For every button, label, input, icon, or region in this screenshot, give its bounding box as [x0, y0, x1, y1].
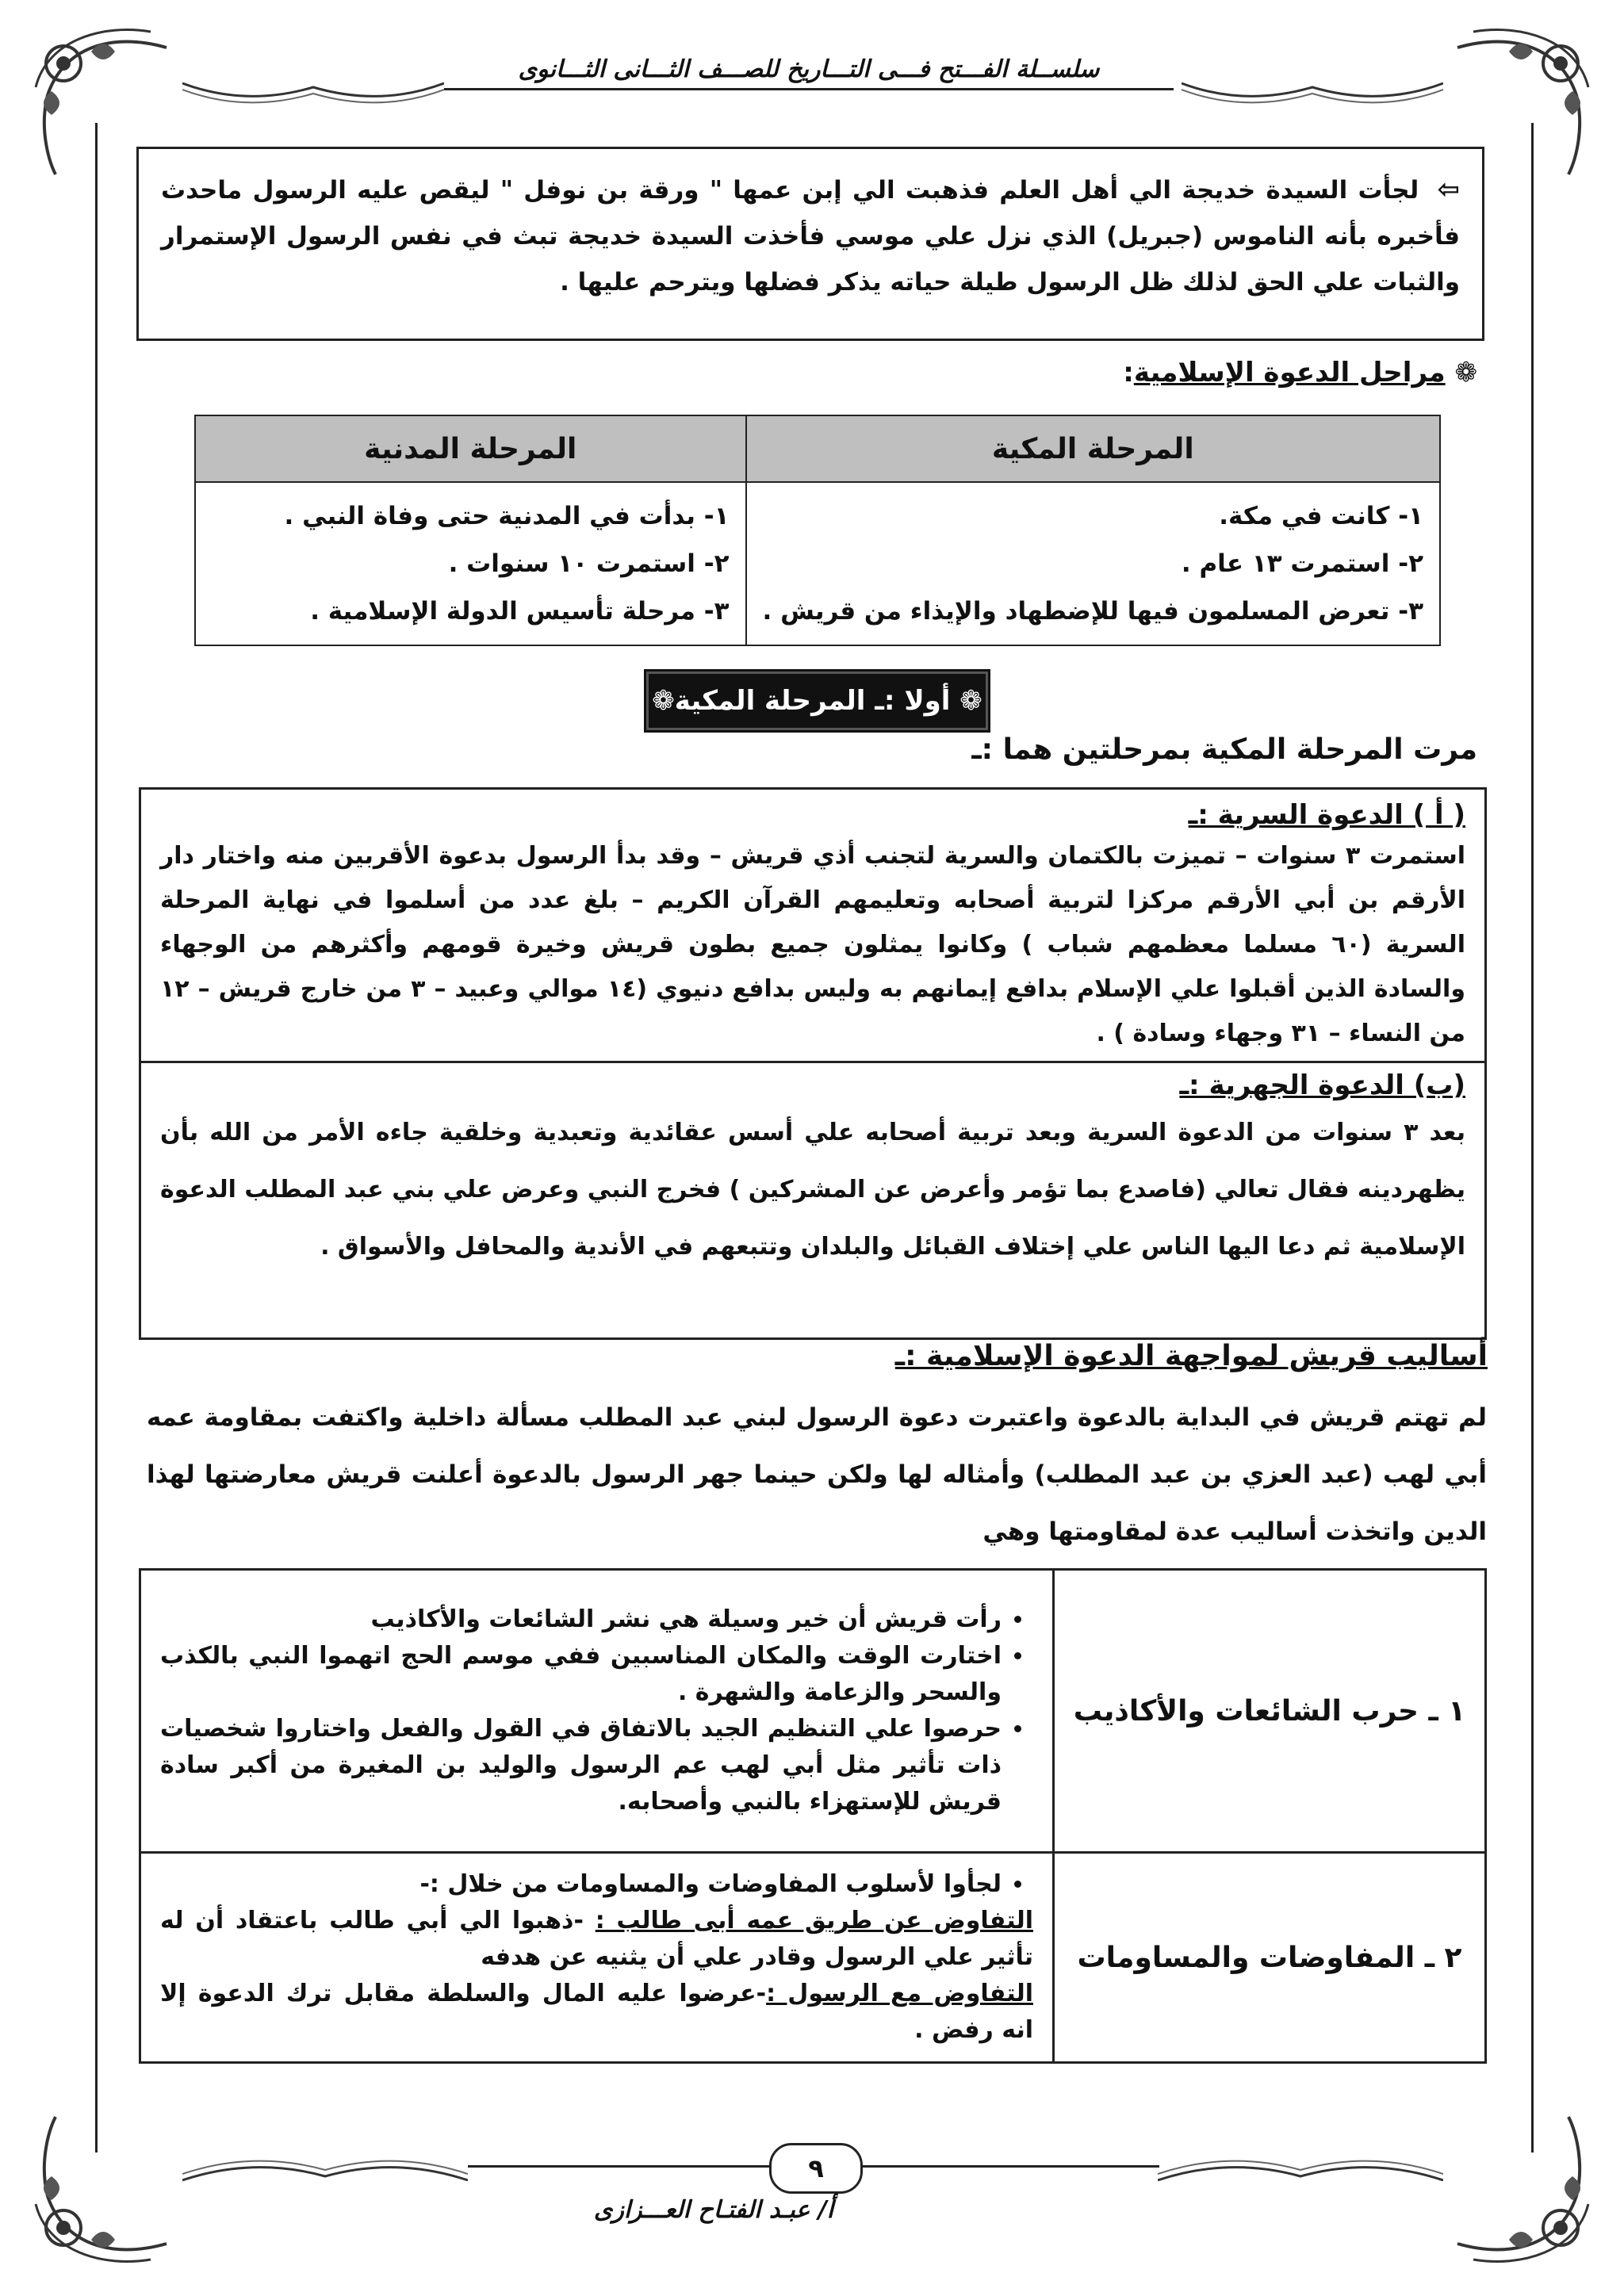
secret-dawah-text: استمرت ٣ سنوات – تميزت بالكتمان والسرية لتجنب أذي قريش – وقد بدأ الرسول بدعوة الأقربين منه واختار دار الأرقم بن أبي الأرقم مركزا لتربية أصحابه وتعليمهم القرآن الكريم – بلغ عدد من أسلموا في نهاية المرحلة السرية (٦٠ مسلما معظمهم شباب ) وكانوا يمثلون جميع بطون قريش وخيرة قومهم وأكثرهم من الوجهاء والسادة الذين أقبلوا علي الإسلام بدافع إيمانهم به وليس بدافع دنيوي (١٤ موالي وعبيد – ٣ من خارج قريش – ١٢ من النساء – ٣١ وجهاء وسادة ) .	[160, 842, 1465, 1047]
column-medinan: المرحلة المدنية	[195, 415, 746, 482]
meccan-cell	[746, 482, 1441, 645]
list-item: ١- بدأت في المدنية حتى وفاة النبي .	[284, 502, 730, 530]
secret-dawah-title: ( أ ) الدعوة السرية :ـ	[1188, 799, 1465, 831]
list-item: • رأت قريش أن خير وسيلة هي نشر الشائعات والأكاذيب	[160, 1601, 1002, 1638]
table-row	[140, 1570, 1486, 1853]
method-label: ٢ ـ المفاوضات والمساومات	[1054, 1853, 1486, 2063]
ornament-swag-bottom-right	[1158, 2156, 1443, 2188]
column-meccan: المرحلة المكية	[746, 415, 1441, 482]
arrow-left-icon: ⇦	[1437, 174, 1460, 205]
list-item: ٣- تعرض المسلمون فيها للإضطهاد والإيذاء من قريش .	[762, 597, 1423, 626]
ornament-swag-top-left	[182, 75, 444, 107]
method-body	[140, 1570, 1054, 1853]
public-dawah-text: بعد ٣ سنوات من الدعوة السرية وبعد تربية أصحابه علي أسس عقائدية وتعبدية وخلقية جاءه الأمر من الله بأن يظهردينه فقال تعالي (فاصدع بما تؤمر وأعرض عن المشركين ) فخرج النبي وعرض علي بني عبد المطلب الدعوة الإسلامية ثم دعا اليها الناس علي إختلاف القبائل والبلدان وتتبعهم في الأندية والمحافل والأسواق .	[160, 1119, 1465, 1261]
methods-intro: لم تهتم قريش في البداية بالدعوة واعتبرت دعوة الرسول لبني عبد المطلب مسألة داخلية واكتفت بمقاومة عمه أبي لهب (عبد العزي بن عبد المطلب) وأمثاله لها ولكن حينما جهر الرسول بالدعوة أعلنت قريش معارضتها لهذا الدين واتخذت أساليب عدة لمقاومتها وهي	[147, 1403, 1487, 1546]
list-item: • حرصوا علي التنظيم الجيد بالاتفاق في القول والفعل واختاروا شخصيات ذات تأثير مثل أبي لهب عم الرسول والوليد بن المغيرة من أكبر سادة قريش للإستهزاء بالنبي وأصحابه.	[160, 1711, 1002, 1820]
flower-icon: ❁	[1454, 357, 1477, 388]
table-row	[195, 482, 1440, 645]
meccan-intro: مرت المرحلة المكية بمرحلتين هما :ـ	[971, 733, 1477, 766]
methods-heading: أساليب قريش لمواجهة الدعوة الإسلامية :ـ	[894, 1340, 1488, 1372]
negotiation-uncle	[160, 1903, 1033, 1976]
public-dawah-title: (ب) الدعوة الجهرية :ـ	[1179, 1070, 1465, 1101]
table-header-row	[195, 415, 1440, 482]
methods-table	[139, 1568, 1487, 2064]
list-item: ٣- مرحلة تأسيس الدولة الإسلامية .	[310, 597, 730, 626]
dawah-box	[139, 787, 1487, 1340]
negotiation-uncle-text: -ذهبوا الي أبي طالب باعتقاد أن له تأثير علي الرسول وقادر علي أن يثنيه عن هدفه	[160, 1907, 1033, 1971]
negotiation-uncle-title: التفاوض عن طريق عمه أبى طالب :	[595, 1907, 1033, 1934]
stages-heading: ❁ مراحل الدعوة الإسلامية:	[1123, 357, 1477, 388]
list-item: ١- كانت في مكة.	[1219, 502, 1423, 530]
page-number: ٩	[769, 2143, 863, 2194]
intro-text: لجأت السيدة خديجة الي أهل العلم فذهبت الي إبن عمها " ورقة بن نوفل " ليقص عليه الرسول ماحدث فأخبره بأنه الناموس (جبريل) الذي نزل علي موسي فأخذت السيدة خديجة تبث في نفس الرسول الإستمرار والثبات علي الحق لذلك ظل الرسول طيلة حياته يذكر فضلها ويترحم عليها .	[161, 176, 1460, 297]
ornament-corner-bottom-right	[1442, 2109, 1608, 2275]
negotiation-prophet-text: -عرضوا عليه المال والسلطة مقابل ترك الدعوة إلا انه رفض .	[160, 1980, 1033, 2044]
method-label: ١ ـ حرب الشائعات والأكاذيب	[1054, 1570, 1486, 1853]
footer-rule-right	[858, 2165, 1159, 2168]
divider	[141, 1061, 1484, 1063]
ornament-swag-top-right	[1182, 75, 1443, 107]
method-body	[140, 1853, 1054, 2063]
meccan-stage-banner: ❁ أولا :ـ المرحلة المكية❁	[646, 672, 988, 730]
series-title: سلســلة الفـــتح فـــى التـــاريخ للصـــف الثـــانى الثـــانوى	[444, 55, 1174, 90]
medinan-cell	[195, 482, 746, 645]
author: أ/ عبـد الفتـاح العـــزازى	[593, 2196, 834, 2224]
list-item: • لجأوا لأسلوب المفاوضات والمساومات من خلال :-	[160, 1866, 1002, 1903]
negotiation-prophet-title: التفاوض مع الرسول :	[766, 1980, 1033, 2007]
stages-table	[194, 415, 1441, 646]
list-item: ٢- استمرت ١٠ سنوات .	[448, 549, 730, 578]
table-row	[140, 1853, 1486, 2063]
list-item: • اختارت الوقت والمكان المناسبين ففي موسم الحج اتهموا النبي بالكذب والسحر والزعامة والشهرة .	[160, 1638, 1002, 1711]
footer-rule-left	[468, 2165, 769, 2168]
list-item: ٢- استمرت ١٣ عام .	[1181, 549, 1423, 578]
intro-box	[136, 147, 1484, 341]
ornament-corner-bottom-left	[16, 2109, 182, 2275]
negotiation-prophet	[160, 1976, 1033, 2049]
ornament-swag-bottom-left	[182, 2156, 468, 2188]
stages-heading-text: مراحل الدعوة الإسلامية	[1133, 357, 1446, 388]
